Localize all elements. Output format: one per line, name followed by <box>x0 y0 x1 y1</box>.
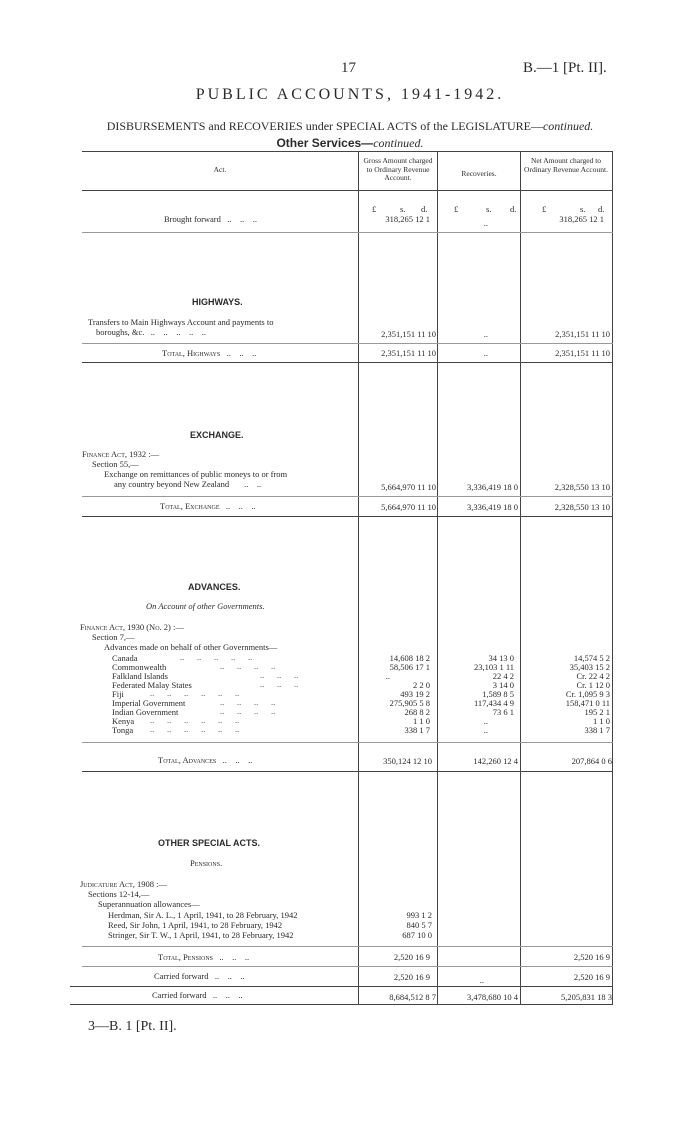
advances-row-gross: 268 8 2 <box>404 707 430 717</box>
advances-row-gross: .. <box>385 671 390 681</box>
advances-row-net: 14,574 5 2 <box>573 653 610 663</box>
table-right-rule <box>612 151 613 1004</box>
advances-row-net: 35,403 15 2 <box>569 662 610 672</box>
advances-row-net: Cr. 1,095 9 3 <box>565 689 610 699</box>
brought-forward-gross: 318,265 12 1 <box>385 214 430 224</box>
leader-dots: .. .. .. .. <box>220 661 276 671</box>
advances-row-name: Canada <box>112 653 138 663</box>
leader-dots: .. .. .. .. .. .. <box>150 724 240 734</box>
exchange-item-gross: 5,664,970 11 10 <box>381 482 436 492</box>
advances-row-net: 1 1 0 <box>593 716 610 726</box>
advances-row-recoveries: 22 4 2 <box>492 671 514 681</box>
advances-row-gross: 58,506 17 1 <box>389 662 430 672</box>
advances-row-recoveries: .. <box>483 725 488 735</box>
column-header-act: Act. <box>213 165 227 174</box>
highways-item-gross: 2,351,151 11 10 <box>381 329 436 339</box>
carried-forward-label: Carried forward .. .. .. <box>152 990 243 1000</box>
advances-row-gross: 493 19 2 <box>400 689 430 699</box>
highways-total-recoveries: .. <box>483 348 488 358</box>
table-bottom-rule <box>70 1004 613 1005</box>
pension-row-gross: 993 1 2 <box>406 910 432 920</box>
exchange-section: Section 55,— <box>92 459 139 469</box>
advances-act: Finance Act, 1930 (No. 2) :— <box>80 622 184 632</box>
section-heading-exchange: EXCHANGE. <box>190 430 244 440</box>
exchange-item-recoveries: 3,336,419 18 0 <box>467 482 518 492</box>
section-heading-advances: ADVANCES. <box>188 582 241 592</box>
carried-forward-gross: 8,684,512 8 7 <box>389 992 436 1002</box>
pensions-total-gross: 2,520 16 9 <box>393 952 430 962</box>
advances-row-gross: 2 2 0 <box>413 680 430 690</box>
advances-row-recoveries: .. <box>483 716 488 726</box>
advances-row-net: 195 2 1 <box>584 707 610 717</box>
unit-shillings: s. <box>580 204 586 214</box>
section-heading-highways: HIGHWAYS. <box>192 297 243 307</box>
pension-row-gross: 840 5 7 <box>406 920 432 930</box>
pension-row-name: Stringer, Sir T. W., 1 April, 1941, to 28 February, 1942 <box>108 930 294 940</box>
page-number: 17 <box>341 60 356 76</box>
advances-row-name: Federated Malay States <box>112 680 192 690</box>
carried-forward-net: 5,205,831 18 3 <box>561 992 612 1002</box>
row-rule <box>82 966 613 967</box>
advances-row-name: Kenya <box>112 716 135 726</box>
row-rule <box>82 946 613 947</box>
exchange-total-recoveries: 3,336,419 18 0 <box>467 502 518 512</box>
section-rule <box>82 362 613 363</box>
leader-dots: .. .. .. .. .. .. <box>150 715 240 725</box>
advances-row-recoveries: 1,589 8 5 <box>482 689 514 699</box>
pensions-total-label: Total, Pensions .. .. .. <box>158 952 250 962</box>
advances-row-recoveries: 23,103 1 11 <box>473 662 514 672</box>
section-carried-forward-label: Carried forward .. .. .. <box>154 971 245 981</box>
column-header-net: Net Amount charged to Ordinary Revenue Account. <box>524 156 608 174</box>
advances-total-recoveries: 142,260 12 4 <box>473 756 518 766</box>
column-divider-net <box>520 151 521 1004</box>
highways-item-net: 2,351,151 11 10 <box>555 329 610 339</box>
leader-dots: .. .. .. .. <box>220 706 276 716</box>
other-section: Sections 12-14,— <box>88 889 150 899</box>
other-subheading: Pensions. <box>190 858 223 868</box>
exchange-act: Finance Act, 1932 :— <box>82 449 160 459</box>
exchange-item-net: 2,328,550 13 10 <box>554 482 610 492</box>
leader-dots: .. .. .. .. .. .. <box>150 688 240 698</box>
advances-total-gross: 350,124 12 10 <box>383 756 432 766</box>
leader-dots: .. .. .. .. <box>220 697 276 707</box>
advances-row-gross: 338 1 7 <box>404 725 430 735</box>
unit-pence: d. <box>421 204 428 214</box>
highways-total-gross: 2,351,151 11 10 <box>381 348 436 358</box>
highways-item-line1: Transfers to Main Highways Account and payments to <box>88 317 274 327</box>
advances-row-gross: 14,608 18 2 <box>389 653 430 663</box>
pensions-total-net: 2,520 16 9 <box>573 952 610 962</box>
brought-forward-label: Brought forward .. .. .. <box>164 214 258 224</box>
advances-row-recoveries: 3 14 0 <box>492 680 514 690</box>
row-rule <box>82 343 613 344</box>
advances-total-net: 207,864 0 6 <box>571 756 612 766</box>
exchange-item-line2: any country beyond New Zealand .. .. <box>114 479 262 489</box>
unit-pounds: £ <box>454 204 459 214</box>
unit-shillings: s. <box>400 204 406 214</box>
pension-row-name: Herdman, Sir A. L., 1 April, 1941, to 28 February, 1942 <box>108 910 298 920</box>
advances-row-name: Imperial Government <box>112 698 186 708</box>
advances-row-name: Tonga <box>112 725 134 735</box>
header-bottom-rule <box>82 190 613 191</box>
page-title: PUBLIC ACCOUNTS, 1941-1942. <box>195 86 505 103</box>
page-subtitle: DISBURSEMENTS and RECOVERIES under SPECIAL ACTS of the LEGISLATURE—continued. <box>106 119 594 133</box>
exchange-total-gross: 5,664,970 11 10 <box>381 502 436 512</box>
advances-row-recoveries: 34 13 0 <box>488 653 514 663</box>
advances-row-net: Cr. 1 12 0 <box>576 680 610 690</box>
table-top-rule <box>82 151 613 152</box>
row-rule <box>82 232 613 233</box>
leader-dots: .. .. .. <box>260 670 299 680</box>
page-footer: 3—B. 1 [Pt. II]. <box>88 1019 177 1034</box>
advances-row-name: Fiji <box>112 689 124 699</box>
exchange-total-net: 2,328,550 13 10 <box>554 502 610 512</box>
exchange-total-label: Total, Exchange .. .. .. <box>160 501 256 511</box>
advances-row-recoveries: 117,434 4 9 <box>473 698 514 708</box>
highways-item-line2: boroughs, &c. .. .. .. .. .. <box>96 327 207 337</box>
row-rule <box>82 742 613 743</box>
carried-forward-recoveries: 3,478,680 10 4 <box>467 992 518 1002</box>
brought-forward-recoveries: .. <box>483 218 488 228</box>
advances-row-gross: 275,905 5 8 <box>389 698 430 708</box>
section-carried-forward-recoveries: .. <box>479 975 484 985</box>
advances-row-net: Cr. 22 4 2 <box>576 671 610 681</box>
advances-row-gross: 1 1 0 <box>413 716 430 726</box>
unit-pence: d. <box>598 204 605 214</box>
advances-row-net: 158,471 0 11 <box>565 698 610 708</box>
exchange-item-line1: Exchange on remittances of public moneys to or from <box>104 469 288 479</box>
section-carried-forward-net: 2,520 16 9 <box>573 972 610 982</box>
section-rule <box>82 516 613 517</box>
section-rule <box>82 771 613 772</box>
section-heading-other-special-acts: OTHER SPECIAL ACTS. <box>158 838 261 848</box>
unit-pounds: £ <box>542 204 547 214</box>
leader-dots: .. .. .. .. .. <box>180 652 253 662</box>
pension-row-gross: 687 10 0 <box>402 930 432 940</box>
unit-pounds: £ <box>372 204 377 214</box>
advances-row-name: Falkland Islands <box>112 671 168 681</box>
highways-total-label: Total, Highways .. .. .. <box>162 348 257 358</box>
column-divider-gross <box>358 151 359 1004</box>
advances-section: Section 7,— <box>92 632 135 642</box>
column-header-gross: Gross Amount charged to Ordinary Revenue Account. <box>363 156 433 182</box>
brought-forward-net: 318,265 12 1 <box>559 214 604 224</box>
column-divider-recoveries <box>437 151 438 1004</box>
highways-total-net: 2,351,151 11 10 <box>555 348 610 358</box>
pension-row-name: Reed, Sir John, 1 April, 1941, to 28 February, 1942 <box>108 920 283 930</box>
leader-dots: .. .. .. <box>260 679 299 689</box>
column-header-recoveries: Recoveries. <box>461 169 497 178</box>
section-carried-forward-gross: 2,520 16 9 <box>393 972 430 982</box>
advances-row-name: Commonwealth <box>112 662 167 672</box>
advances-subheading: On Account of other Governments. <box>146 601 265 611</box>
highways-item-recoveries: .. <box>483 329 488 339</box>
advances-row-recoveries: 73 6 1 <box>492 707 514 717</box>
advances-intro: Advances made on behalf of other Governments— <box>104 642 278 652</box>
advances-total-label: Total, Advances .. .. .. <box>158 755 253 765</box>
other-act: Judicature Act, 1908 :— <box>80 879 168 889</box>
table-subheading: Other Services—continued. <box>276 136 424 150</box>
unit-pence: d. <box>510 204 517 214</box>
advances-row-name: Indian Government <box>112 707 179 717</box>
row-rule <box>82 496 613 497</box>
row-rule <box>70 986 613 987</box>
unit-shillings: s. <box>486 204 492 214</box>
advances-row-net: 338 1 7 <box>584 725 610 735</box>
document-reference: B.—1 [Pt. II]. <box>523 60 607 76</box>
other-intro: Superannuation allowances— <box>98 899 200 909</box>
